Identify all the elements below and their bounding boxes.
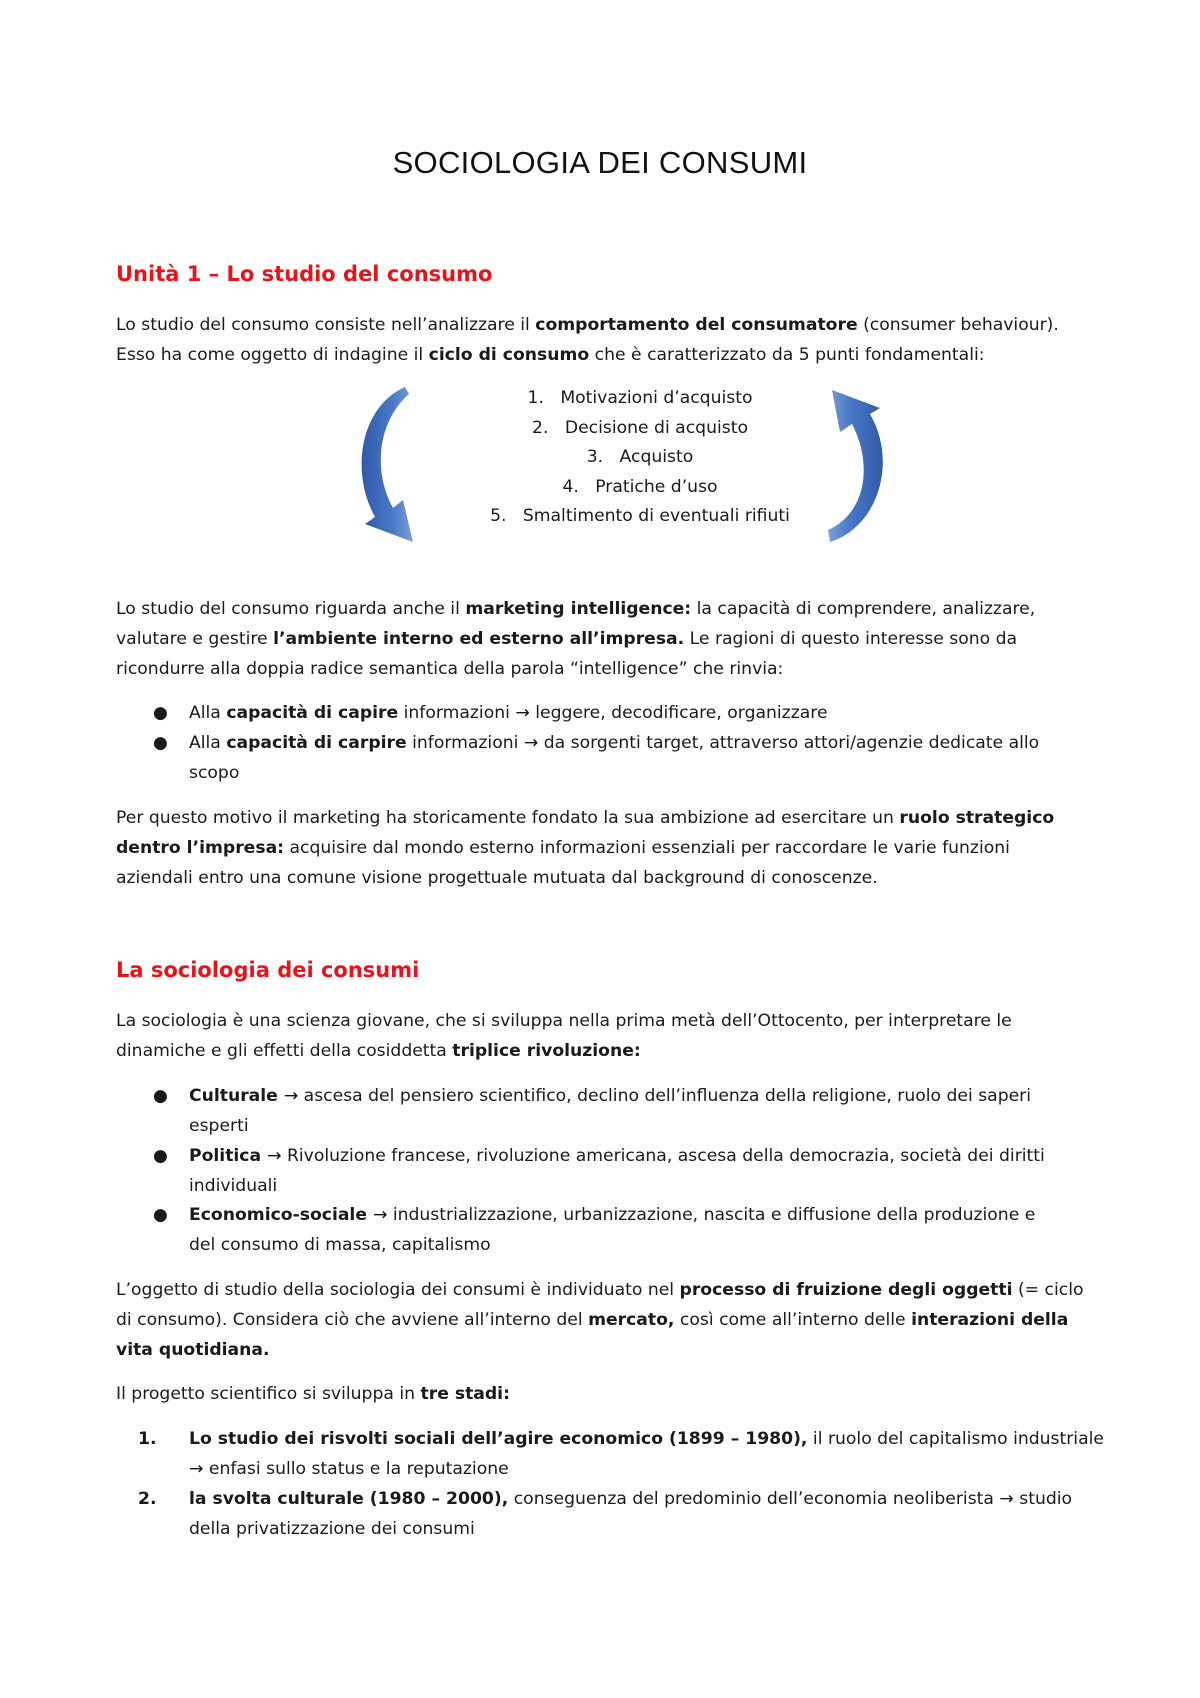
cycle-item: 2. Decisione di acquisto [532, 417, 748, 438]
cycle-item: 1. Motivazioni d’acquisto [527, 388, 753, 408]
paragraph-three-stages: Il progetto scientifico si sviluppa in tre stadi: [116, 1384, 510, 1404]
section-heading-unit-1: Unità 1 – Lo studio del consumo [116, 262, 493, 286]
arrow-right-icon: → [267, 1146, 282, 1166]
document-page: SOCIOLOGIA DEI CONSUMI Unità 1 – Lo studio del consumo Lo studio del consumo consiste nell’analizzare il comportamento del consumatore (consumer behaviour). Esso ha come oggetto di indagine il ciclo di consumo che è caratterizzato da 5 punti fondamentali: 1. Motivazioni d’acquisto 2. Decisione di acquisto 3. Acquisto 4. Pratiche d’uso 5. Smaltimento di eventuali rifiuti Lo studio del consumo riguarda anche il marketing intelligence: la capacità di comprendere, analizzare, valutare e gestire l’ambiente interno ed esterno all’impresa. Le ragioni di questo interesse sono da ricondurre alla doppia radice semantica della parola “intelligence” che rinvia: ● Alla capacità di capire informazioni → leggere, decodificare, organizzare ● Alla capacità di carpire informazioni → da sorgenti target, attraverso attori/agenzie dedicate allo scopo Per questo motivo il marketing ha storicamente fondato la sua ambizione ad esercitare un ruolo strategico dentro l’impresa: acquisire dal mondo esterno informazioni essenziali per raccordare le varie funzioni aziendali entro una comune visione progettuale mutuata dal background di conoscenze. La sociologia dei consumi La sociologia è una scienza giovane, che si sviluppa nella prima metà dell’Ottocento, per interpretare le dinamiche e gli effetti della cosiddetta triplice rivoluzione: ● Culturale → ascesa del pensiero scientifico, declino dell’influenza della religione, ruolo dei saperi esperti ● Politica → Rivoluzione francese, rivoluzione americana, ascesa della democrazia, società dei diritti individuali ● Economico-sociale → industrializzazione, urbanizzazione, nascita e diffusione della produzione e del consumo di massa, capitalismo L’oggetto di studio della sociologia dei consumi è individuato nel processo di fruizione degli oggetti (= ciclo di consumo). Considera ciò che avviene all’interno del mercato, così come all’interno delle interazioni della vita quotidiana. Il progetto scientifico si sviluppa in tre stadi: 1. Lo studio dei risvolti sociali dell’agire economico (1899 – 1980), il ruolo del capitalismo industriale → enfasi sullo status e la reputazione 2. la svolta culturale (1980 – 2000), conseguenza del predominio dell’economia neoliberista → studio della privatizzazione dei consumi [0, 0, 1200, 1698]
paragraph-strategic-role: Per questo motivo il marketing ha storicamente fondato la sua ambizione ad esercitare un ruolo strategico dentro l’impresa: acquisire dal mondo esterno informazioni essenziali per raccordare le varie funzioni aziendali entro una comune visione progettuale mutuata dal background di conoscenze. [116, 808, 1055, 888]
section-heading-sociology: La sociologia dei consumi [116, 958, 420, 982]
cycle-item: 4. Pratiche d’uso [562, 476, 718, 497]
paragraph-consumption-study: Lo studio del consumo consiste nell’analizzare il comportamento del consumatore (consumer behaviour). Esso ha come oggetto di indagine il ciclo di consumo che è caratterizzato da 5 punti fondamentali: [116, 315, 1059, 365]
page-title: SOCIOLOGIA DEI CONSUMI [392, 145, 808, 180]
arrow-right-icon: → [523, 733, 539, 753]
arrow-right-icon: → [189, 1459, 204, 1479]
arrow-right-icon: → [515, 703, 530, 723]
arrow-right-icon: → [283, 1086, 299, 1106]
arrow-right-icon: → [999, 1489, 1014, 1509]
consumption-cycle-list [390, 384, 890, 532]
cycle-item: 5. Smaltimento di eventuali rifiuti [490, 506, 790, 526]
cycle-item: 3. Acquisto [586, 447, 694, 467]
paragraph-sociology-intro: La sociologia è una scienza giovane, che si sviluppa nella prima metà dell’Ottocento, per interpretare le dinamiche e gli effetti della cosiddetta triplice rivoluzione: [116, 1011, 1012, 1061]
paragraph-study-object: L’oggetto di studio della sociologia dei consumi è individuato nel processo di fruizione degli oggetti (= ciclo di consumo). Considera ciò che avviene all’interno del mercato, così come all’interno delle interazioni della vita quotidiana. [116, 1280, 1084, 1360]
arrow-right-icon: → [372, 1205, 388, 1225]
paragraph-marketing-intelligence: Lo studio del consumo riguarda anche il marketing intelligence: la capacità di comprendere, analizzare, valutare e gestire l’ambiente interno ed esterno all’impresa. Le ragioni di questo interesse sono da ricondurre alla doppia radice semantica della parola “intelligence” che rinvia: [116, 599, 1036, 679]
